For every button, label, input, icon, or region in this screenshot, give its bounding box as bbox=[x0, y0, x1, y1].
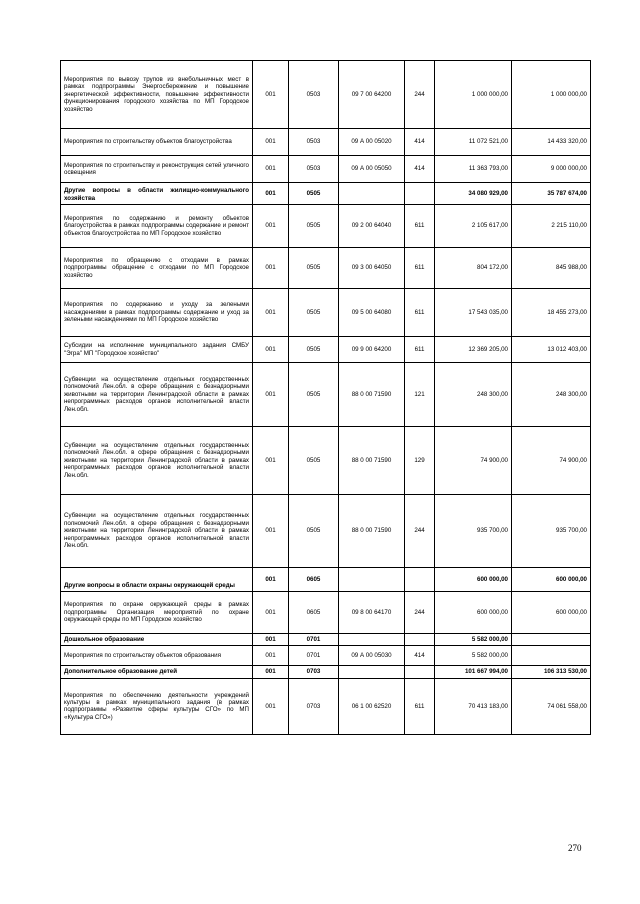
cell-grbs: 001 bbox=[253, 205, 289, 248]
cell-name: Мероприятия по содержанию и ремонту объектов благоустройства в рамках подпрограммы содержание и ремонт объектов благоустройства по МП Городское хозяйство bbox=[61, 205, 253, 248]
cell-target-article: 09 5 00 64080 bbox=[339, 289, 405, 337]
cell-section-code: 0503 bbox=[289, 156, 339, 183]
cell-expense-type bbox=[405, 634, 435, 646]
cell-target-article: 09 А 00 05030 bbox=[339, 646, 405, 666]
cell-name: Субвенции на осуществление отдельных государственных полномочий Лен.обл. в сфере обращения с безнадзорными животными на территории Ленинградской области в рамках непрограммных расходов органов исполнительной власти Лен.обл. bbox=[61, 427, 253, 495]
table-row bbox=[61, 363, 591, 427]
cell-amount-year-1: 34 080 929,00 bbox=[435, 183, 512, 205]
cell-amount-year-1: 11 072 521,00 bbox=[435, 129, 512, 156]
document-page bbox=[60, 60, 590, 735]
cell-name: Мероприятия по вывозу трупов из внебольничных мест в рамках подпрограммы Энергосбережение и повышение энергетической эффективности, повышение эффективности функционирования городского хозяйства по МП Городское хозяйство bbox=[61, 61, 253, 129]
cell-amount-year-1: 70 413 183,00 bbox=[435, 678, 512, 734]
cell-grbs: 001 bbox=[253, 592, 289, 634]
cell-expense-type: 244 bbox=[405, 61, 435, 129]
cell-grbs: 001 bbox=[253, 634, 289, 646]
cell-target-article: 09 9 00 64200 bbox=[339, 337, 405, 363]
table-row bbox=[61, 678, 591, 734]
cell-section-code: 0505 bbox=[289, 183, 339, 205]
table-row bbox=[61, 337, 591, 363]
cell-section-code: 0505 bbox=[289, 427, 339, 495]
cell-section-code: 0605 bbox=[289, 568, 339, 592]
cell-target-article bbox=[339, 183, 405, 205]
cell-expense-type: 121 bbox=[405, 363, 435, 427]
cell-section-code: 0505 bbox=[289, 337, 339, 363]
table-row bbox=[61, 205, 591, 248]
cell-name: Мероприятия по строительству и реконструкция сетей уличного освещения bbox=[61, 156, 253, 183]
cell-target-article: 88 0 00 71590 bbox=[339, 495, 405, 568]
cell-name: Мероприятия по обеспечению деятельности учреждений культуры в рамках муниципального задания (в рамках подпрограммы «Развитие сферы культуры СГО» по МП «Культура СГО») bbox=[61, 678, 253, 734]
cell-expense-type: 414 bbox=[405, 646, 435, 666]
cell-target-article: 06 1 00 62520 bbox=[339, 678, 405, 734]
cell-expense-type bbox=[405, 666, 435, 678]
page-number: 270 bbox=[568, 843, 582, 853]
cell-target-article: 09 7 00 64200 bbox=[339, 61, 405, 129]
cell-target-article: 09 3 00 64050 bbox=[339, 248, 405, 289]
table-section-row bbox=[61, 568, 591, 592]
cell-amount-year-1: 5 582 000,00 bbox=[435, 646, 512, 666]
cell-name: Субсидии на исполнение муниципального задания СМБУ "Эгра" МП "Городское хозяйство" bbox=[61, 337, 253, 363]
cell-amount-year-2: 600 000,00 bbox=[512, 592, 591, 634]
cell-amount-year-1: 600 000,00 bbox=[435, 592, 512, 634]
cell-grbs: 001 bbox=[253, 183, 289, 205]
table-row bbox=[61, 156, 591, 183]
cell-target-article: 88 0 00 71590 bbox=[339, 427, 405, 495]
table-row bbox=[61, 592, 591, 634]
cell-amount-year-1: 248 300,00 bbox=[435, 363, 512, 427]
cell-section-code: 0505 bbox=[289, 205, 339, 248]
cell-target-article: 09 А 00 05050 bbox=[339, 156, 405, 183]
cell-amount-year-1: 17 543 035,00 bbox=[435, 289, 512, 337]
cell-section-code: 0505 bbox=[289, 248, 339, 289]
cell-amount-year-2: 248 300,00 bbox=[512, 363, 591, 427]
cell-section-code: 0505 bbox=[289, 363, 339, 427]
cell-name: Мероприятия по охране окружающей среды в рамках подпрограммы Организация мероприятий по охране окружающей среды по МП Городское хозяйство bbox=[61, 592, 253, 634]
cell-section-code: 0703 bbox=[289, 678, 339, 734]
table-row bbox=[61, 427, 591, 495]
cell-amount-year-2: 106 313 530,00 bbox=[512, 666, 591, 678]
cell-target-article: 09 8 00 64170 bbox=[339, 592, 405, 634]
cell-amount-year-1: 1 000 000,00 bbox=[435, 61, 512, 129]
cell-name: Дошкольное образование bbox=[61, 634, 253, 646]
cell-name: Субвенции на осуществление отдельных государственных полномочий Лен.обл. в сфере обращения с безнадзорными животными на территории Ленинградской области в рамках непрограммных расходов органов исполнительной власти Лен.обл. bbox=[61, 495, 253, 568]
cell-grbs: 001 bbox=[253, 363, 289, 427]
cell-amount-year-2: 13 012 403,00 bbox=[512, 337, 591, 363]
table-row bbox=[61, 61, 591, 129]
cell-grbs: 001 bbox=[253, 289, 289, 337]
cell-expense-type: 611 bbox=[405, 678, 435, 734]
cell-amount-year-1: 11 363 793,00 bbox=[435, 156, 512, 183]
cell-name: Мероприятия по содержанию и уходу за зелеными насаждениями в рамках подпрограммы содержание и уход за зелеными насаждениями по МП Городское хозяйство bbox=[61, 289, 253, 337]
cell-target-article bbox=[339, 568, 405, 592]
table-row bbox=[61, 289, 591, 337]
cell-amount-year-2: 74 061 558,00 bbox=[512, 678, 591, 734]
cell-section-code: 0701 bbox=[289, 634, 339, 646]
cell-expense-type bbox=[405, 568, 435, 592]
table-row bbox=[61, 495, 591, 568]
cell-expense-type: 611 bbox=[405, 289, 435, 337]
cell-grbs: 001 bbox=[253, 646, 289, 666]
cell-section-code: 0503 bbox=[289, 61, 339, 129]
table-section-row bbox=[61, 183, 591, 205]
cell-section-code: 0701 bbox=[289, 646, 339, 666]
cell-name: Дополнительное образование детей bbox=[61, 666, 253, 678]
budget-table bbox=[60, 60, 591, 735]
cell-expense-type: 244 bbox=[405, 592, 435, 634]
cell-amount-year-2: 35 787 674,00 bbox=[512, 183, 591, 205]
cell-grbs: 001 bbox=[253, 129, 289, 156]
cell-amount-year-1: 74 900,00 bbox=[435, 427, 512, 495]
cell-expense-type: 611 bbox=[405, 205, 435, 248]
cell-expense-type bbox=[405, 183, 435, 205]
cell-amount-year-2: 14 433 320,00 bbox=[512, 129, 591, 156]
cell-amount-year-2: 935 700,00 bbox=[512, 495, 591, 568]
cell-grbs: 001 bbox=[253, 337, 289, 363]
cell-amount-year-1: 5 582 000,00 bbox=[435, 634, 512, 646]
cell-name: Мероприятия по строительству объектов образования bbox=[61, 646, 253, 666]
cell-grbs: 001 bbox=[253, 248, 289, 289]
cell-amount-year-2: 18 455 273,00 bbox=[512, 289, 591, 337]
table-row bbox=[61, 248, 591, 289]
cell-amount-year-2 bbox=[512, 634, 591, 646]
cell-grbs: 001 bbox=[253, 156, 289, 183]
cell-grbs: 001 bbox=[253, 495, 289, 568]
table-section-row bbox=[61, 634, 591, 646]
cell-name: Другие вопросы в области жилищно-коммунального хозяйства bbox=[61, 183, 253, 205]
cell-amount-year-1: 600 000,00 bbox=[435, 568, 512, 592]
table-row bbox=[61, 129, 591, 156]
cell-expense-type: 244 bbox=[405, 495, 435, 568]
cell-grbs: 001 bbox=[253, 568, 289, 592]
cell-amount-year-1: 12 369 205,00 bbox=[435, 337, 512, 363]
cell-amount-year-1: 935 700,00 bbox=[435, 495, 512, 568]
cell-name: Мероприятия по обращению с отходами в рамках подпрограммы обращение с отходами по МП Городское хозяйство bbox=[61, 248, 253, 289]
table-row bbox=[61, 646, 591, 666]
cell-expense-type: 129 bbox=[405, 427, 435, 495]
cell-expense-type: 611 bbox=[405, 337, 435, 363]
budget-table-body bbox=[61, 61, 591, 735]
cell-name: Другие вопросы в области охраны окружающей среды bbox=[61, 568, 253, 592]
cell-amount-year-2 bbox=[512, 646, 591, 666]
cell-expense-type: 414 bbox=[405, 156, 435, 183]
cell-section-code: 0505 bbox=[289, 289, 339, 337]
table-section-row bbox=[61, 666, 591, 678]
cell-grbs: 001 bbox=[253, 666, 289, 678]
cell-target-article: 88 0 00 71590 bbox=[339, 363, 405, 427]
cell-section-code: 0505 bbox=[289, 495, 339, 568]
cell-amount-year-2: 600 000,00 bbox=[512, 568, 591, 592]
cell-grbs: 001 bbox=[253, 678, 289, 734]
cell-section-code: 0503 bbox=[289, 129, 339, 156]
cell-grbs: 001 bbox=[253, 61, 289, 129]
cell-expense-type: 414 bbox=[405, 129, 435, 156]
cell-amount-year-1: 804 172,00 bbox=[435, 248, 512, 289]
cell-amount-year-2: 2 215 110,00 bbox=[512, 205, 591, 248]
cell-amount-year-1: 101 667 994,00 bbox=[435, 666, 512, 678]
cell-expense-type: 611 bbox=[405, 248, 435, 289]
cell-amount-year-2: 845 988,00 bbox=[512, 248, 591, 289]
cell-amount-year-2: 1 000 000,00 bbox=[512, 61, 591, 129]
cell-amount-year-2: 9 000 000,00 bbox=[512, 156, 591, 183]
cell-amount-year-1: 2 105 617,00 bbox=[435, 205, 512, 248]
cell-name: Субвенции на осуществление отдельных государственных полномочий Лен.обл. в сфере обращения с безнадзорными животными на территории Ленинградской области в рамках непрограммных расходов органов исполнительной власти Лен.обл. bbox=[61, 363, 253, 427]
cell-amount-year-2: 74 900,00 bbox=[512, 427, 591, 495]
cell-section-code: 0703 bbox=[289, 666, 339, 678]
cell-section-code: 0605 bbox=[289, 592, 339, 634]
cell-target-article: 09 2 00 64040 bbox=[339, 205, 405, 248]
cell-grbs: 001 bbox=[253, 427, 289, 495]
cell-name: Мероприятия по строительству объектов благоустройства bbox=[61, 129, 253, 156]
cell-target-article bbox=[339, 634, 405, 646]
cell-target-article bbox=[339, 666, 405, 678]
cell-target-article: 09 А 00 05020 bbox=[339, 129, 405, 156]
